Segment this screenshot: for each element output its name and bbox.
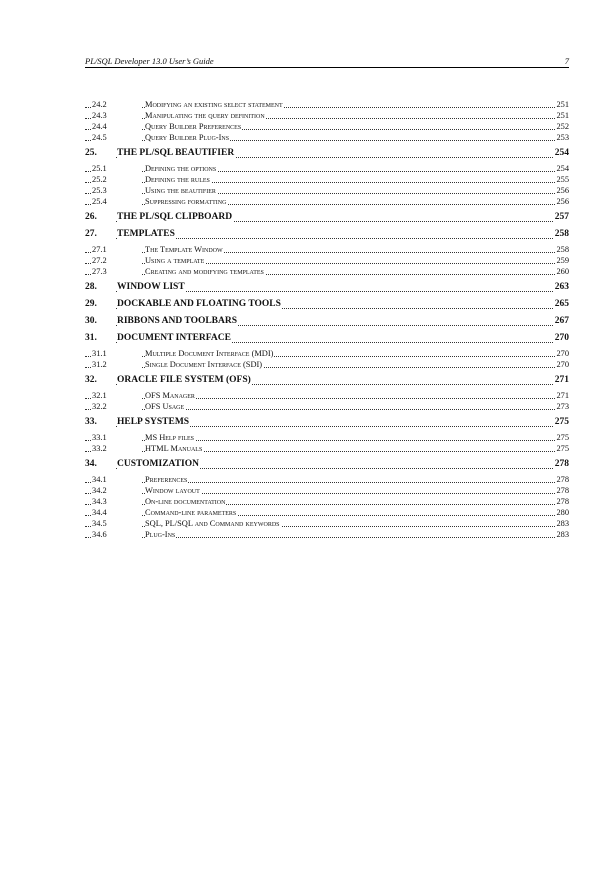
toc-entry-title: WINDOW LIST — [117, 282, 185, 292]
toc-entry-title: DOCUMENT INTERFACE — [117, 333, 231, 343]
toc-entry-title: MS Help files — [145, 433, 195, 442]
toc-section-entry[interactable] — [85, 507, 569, 518]
toc-entry-page: 260 — [556, 267, 569, 276]
toc-entry-page: 278 — [556, 486, 569, 495]
toc-entry-number: 31. — [85, 332, 115, 345]
toc-entry-page: 280 — [556, 508, 569, 517]
toc-section-entry[interactable] — [85, 244, 569, 255]
toc-section-entry[interactable] — [85, 185, 569, 196]
toc-section-entry[interactable] — [85, 359, 569, 370]
toc-entry-number: 27.2 — [92, 255, 142, 266]
document-title: PL/SQL Developer 13.0 User’s Guide — [85, 56, 214, 66]
toc-entry-title: DOCKABLE AND FLOATING TOOLS — [117, 299, 281, 309]
toc-section-entry[interactable] — [85, 443, 569, 454]
toc-entry-number: 27.3 — [92, 266, 142, 277]
toc-entry-page: 273 — [556, 402, 569, 411]
toc-chapter-entry[interactable] — [85, 332, 569, 345]
toc-section-entry[interactable] — [85, 266, 569, 277]
toc-entry-title: Suppressing formatting — [145, 197, 227, 206]
toc-entry-page: 259 — [556, 256, 569, 265]
toc-entry-title: Using the beautifier — [145, 186, 216, 195]
toc-entry-page: 271 — [554, 375, 569, 385]
toc-entry-title: THE PL/SQL CLIPBOARD — [117, 212, 233, 222]
toc-entry-number: 32.2 — [92, 401, 142, 412]
toc-entry-number: 24.3 — [92, 110, 142, 121]
toc-entry-title: CUSTOMIZATION — [117, 459, 199, 469]
toc-entry-title: Multiple Document Interface (MDI) — [145, 349, 274, 358]
toc-section-entry[interactable] — [85, 174, 569, 185]
toc-entry-number: 31.2 — [92, 359, 142, 370]
toc-entry-title: On-line documentation — [145, 497, 226, 506]
toc-entry-page: 251 — [556, 100, 569, 109]
toc-entry-page: 270 — [556, 349, 569, 358]
toc-entry-number: 34.3 — [92, 496, 142, 507]
toc-entry-number: 31.1 — [92, 348, 142, 359]
toc-entry-number: 27. — [85, 228, 115, 241]
toc-section-entry[interactable] — [85, 348, 569, 359]
toc-entry-number: 25.2 — [92, 174, 142, 185]
toc-section-entry[interactable] — [85, 401, 569, 412]
toc-entry-page: 252 — [556, 122, 569, 131]
toc-chapter-entry[interactable] — [85, 228, 569, 241]
toc-entry-number: 30. — [85, 315, 115, 328]
table-of-contents — [85, 99, 569, 540]
toc-entry-number: 34.2 — [92, 485, 142, 496]
toc-entry-page: 251 — [556, 111, 569, 120]
toc-entry-title: ORACLE FILE SYSTEM (OFS) — [117, 375, 251, 385]
toc-entry-title: Defining the options — [145, 164, 217, 173]
toc-entry-title: The Template Window — [145, 245, 223, 254]
toc-entry-page: 254 — [556, 164, 569, 173]
toc-entry-number: 32.1 — [92, 390, 142, 401]
toc-entry-number: 27.1 — [92, 244, 142, 255]
toc-entry-number: 25.1 — [92, 163, 142, 174]
toc-entry-number: 34. — [85, 458, 115, 471]
toc-chapter-entry[interactable] — [85, 211, 569, 224]
toc-entry-title: Plug-Ins — [145, 530, 176, 539]
toc-entry-page: 283 — [556, 530, 569, 539]
toc-entry-page: 257 — [554, 212, 569, 222]
toc-entry-page: 258 — [556, 245, 569, 254]
toc-chapter-entry[interactable] — [85, 147, 569, 160]
toc-entry-title: Defining the rules — [145, 175, 210, 184]
toc-entry-title: THE PL/SQL BEAUTIFIER — [117, 148, 235, 158]
toc-entry-number: 32. — [85, 374, 115, 387]
toc-chapter-entry[interactable] — [85, 374, 569, 387]
toc-entry-page: 270 — [556, 360, 569, 369]
toc-entry-page: 275 — [556, 444, 569, 453]
toc-entry-page: 278 — [556, 475, 569, 484]
toc-chapter-entry[interactable] — [85, 315, 569, 328]
toc-entry-title: Query Builder Preferences — [145, 122, 242, 131]
toc-entry-page: 283 — [556, 519, 569, 528]
toc-section-entry[interactable] — [85, 110, 569, 121]
toc-entry-number: 33.1 — [92, 432, 142, 443]
toc-entry-number: 34.5 — [92, 518, 142, 529]
toc-section-entry[interactable] — [85, 390, 569, 401]
toc-entry-title: Command-line parameters — [145, 508, 237, 517]
toc-section-entry[interactable] — [85, 255, 569, 266]
toc-section-entry[interactable] — [85, 474, 569, 485]
toc-entry-title: Query Builder Plug-Ins — [145, 133, 230, 142]
toc-entry-page: 255 — [556, 175, 569, 184]
toc-entry-number: 24.4 — [92, 121, 142, 132]
toc-entry-number: 28. — [85, 281, 115, 294]
toc-section-entry[interactable] — [85, 163, 569, 174]
toc-entry-title: Preferences — [145, 475, 188, 484]
toc-section-entry[interactable] — [85, 529, 569, 540]
header-rule — [85, 67, 569, 68]
toc-entry-title: Using a template — [145, 256, 205, 265]
toc-entry-page: 254 — [554, 148, 569, 158]
toc-entry-number: 29. — [85, 298, 115, 311]
toc-section-entry[interactable] — [85, 196, 569, 207]
toc-entry-title: Modifying an existing select statement — [145, 100, 283, 109]
toc-entry-page: 256 — [556, 197, 569, 206]
toc-entry-title: Window layout — [145, 486, 200, 495]
page-header — [85, 55, 569, 67]
toc-section-entry[interactable] — [85, 99, 569, 110]
toc-entry-title: OFS Manager — [145, 391, 195, 400]
toc-chapter-entry[interactable] — [85, 416, 569, 429]
toc-entry-title: Creating and modifying templates — [145, 267, 264, 276]
toc-entry-page: 265 — [554, 299, 569, 309]
toc-entry-title: Single Document Interface (SDI) — [145, 360, 263, 369]
toc-entry-title: HELP SYSTEMS — [117, 417, 190, 427]
toc-entry-page: 258 — [554, 229, 569, 239]
toc-entry-page: 278 — [554, 459, 569, 469]
toc-entry-title: Manipulating the query definition — [145, 111, 265, 120]
toc-entry-page: 270 — [554, 333, 569, 343]
toc-entry-page: 275 — [554, 417, 569, 427]
toc-entry-number: 34.1 — [92, 474, 142, 485]
toc-section-entry[interactable] — [85, 432, 569, 443]
toc-entry-number: 25.3 — [92, 185, 142, 196]
page-number: 7 — [564, 56, 569, 66]
toc-entry-title: SQL, PL/SQL and Command keywords — [145, 519, 280, 528]
toc-entry-page: 278 — [556, 497, 569, 506]
toc-entry-page: 263 — [554, 282, 569, 292]
toc-entry-title: HTML Manuals — [145, 444, 203, 453]
toc-section-entry[interactable] — [85, 132, 569, 143]
toc-section-entry[interactable] — [85, 518, 569, 529]
toc-entry-title: RIBBONS AND TOOLBARS — [117, 316, 238, 326]
toc-entry-number: 25.4 — [92, 196, 142, 207]
toc-entry-number: 34.6 — [92, 529, 142, 540]
toc-entry-number: 26. — [85, 211, 115, 224]
toc-entry-number: 33. — [85, 416, 115, 429]
toc-chapter-entry[interactable] — [85, 298, 569, 311]
toc-entry-page: 256 — [556, 186, 569, 195]
toc-entry-page: 275 — [556, 433, 569, 442]
toc-section-entry[interactable] — [85, 485, 569, 496]
toc-entry-page: 271 — [556, 391, 569, 400]
toc-section-entry[interactable] — [85, 121, 569, 132]
toc-entry-number: 25. — [85, 147, 115, 160]
toc-entry-number: 24.5 — [92, 132, 142, 143]
toc-entry-page: 267 — [554, 316, 569, 326]
toc-chapter-entry[interactable] — [85, 281, 569, 294]
toc-entry-number: 34.4 — [92, 507, 142, 518]
toc-entry-title: TEMPLATES — [117, 229, 175, 239]
toc-entry-number: 24.2 — [92, 99, 142, 110]
toc-entry-page: 253 — [556, 133, 569, 142]
toc-entry-number: 33.2 — [92, 443, 142, 454]
toc-section-entry[interactable] — [85, 496, 569, 507]
toc-chapter-entry[interactable] — [85, 458, 569, 471]
toc-entry-title: OFS Usage — [145, 402, 185, 411]
